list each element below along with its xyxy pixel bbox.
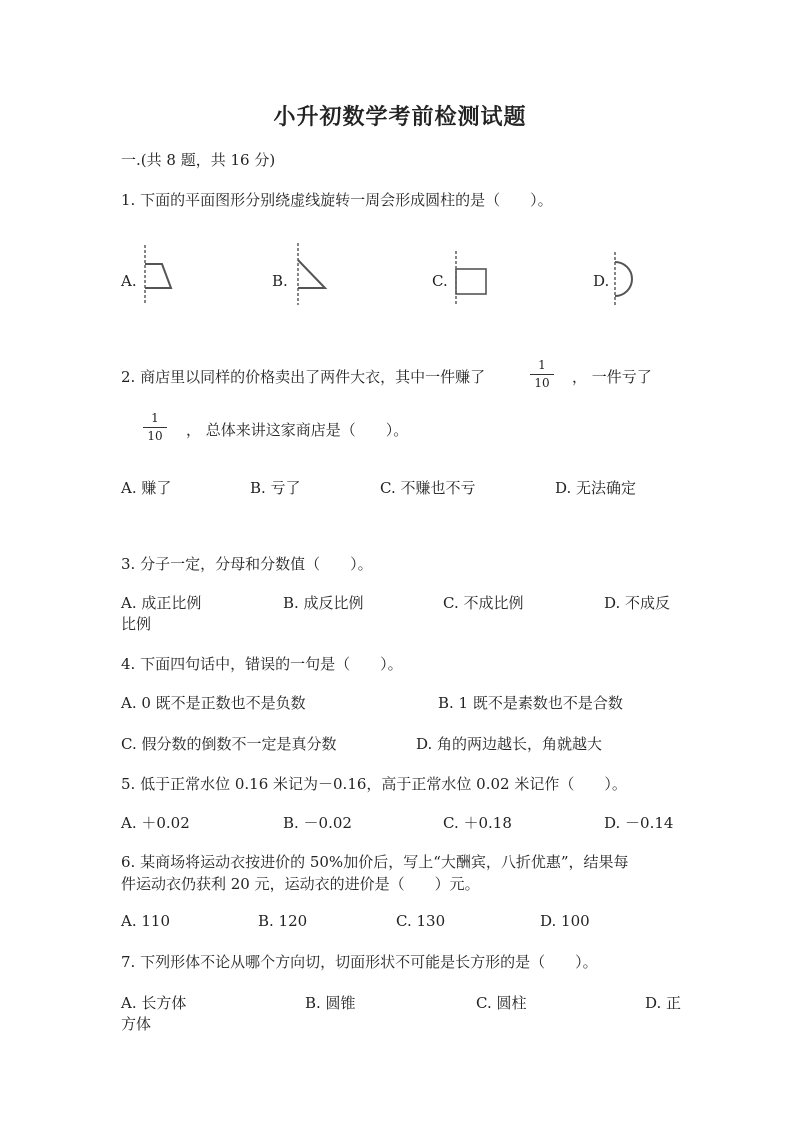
q7-option-c[interactable]: C. 圆柱 [476, 994, 527, 1012]
section-heading: 一.(共 8 题，共 16 分) [121, 151, 276, 169]
fraction-bar [143, 427, 167, 428]
page-title: 小升初数学考前检测试题 [273, 104, 527, 130]
q1-option-a-label: A. [121, 272, 137, 290]
question-3-stem: 3. 分子一定，分母和分数值（ ）。 [121, 555, 373, 573]
q6-option-c[interactable]: C. 130 [396, 912, 446, 930]
question-2-stem-part1: 2. 商店里以同样的价格卖出了两件大衣，其中一件赚了 [121, 368, 486, 386]
fraction-one-tenth-a [530, 359, 554, 390]
q2-option-c[interactable]: C. 不赚也不亏 [380, 479, 476, 497]
q3-option-d-wrap: 比例 [121, 615, 152, 633]
q3-option-a[interactable]: A. 成正比例 [121, 594, 202, 612]
question-7-stem: 7. 下列形体不论从哪个方向切，切面形状不可能是长方形的是（ ）。 [121, 953, 598, 971]
q7-option-a[interactable]: A. 长方体 [121, 994, 187, 1012]
q4-option-c[interactable]: C. 假分数的倒数不一定是真分数 [121, 735, 337, 753]
question-2-stem-part2: ， 一件亏了 [572, 368, 652, 386]
trapezoid-figure [140, 245, 180, 307]
question-2-stem-part3: ， 总体来讲这家商店是（ ）。 [186, 421, 409, 439]
question-5-stem: 5. 低于正常水位 0.16 米记为－0.16，高于正常水位 0.02 米记作（ ）。 [121, 775, 627, 793]
q6-option-b[interactable]: B. 120 [258, 912, 308, 930]
q5-option-a[interactable]: A. ＋0.02 [121, 814, 190, 832]
question-6-stem: 6. 某商场将运动衣按进价的 50%加价后，写上“大酬宾，八折优惠”，结果每 [121, 853, 629, 871]
q1-option-c-label: C. [432, 272, 448, 290]
q5-option-b[interactable]: B. －0.02 [283, 814, 352, 832]
q7-option-d-wrap: 方体 [121, 1015, 152, 1033]
q2-option-a[interactable]: A. 赚了 [121, 479, 172, 497]
rectangle-figure [451, 251, 491, 307]
q7-option-d[interactable]: D. 正 [645, 994, 682, 1012]
q3-option-b[interactable]: B. 成反比例 [283, 594, 364, 612]
question-4-stem: 4. 下面四句话中，错误的一句是（ ）。 [121, 655, 403, 673]
fraction-denominator: 10 [534, 376, 550, 390]
q1-option-d-label: D. [593, 272, 610, 290]
fraction-numerator: 1 [538, 358, 546, 372]
q3-option-d[interactable]: D. 不成反 [604, 594, 671, 612]
q7-option-b[interactable]: B. 圆锥 [305, 994, 356, 1012]
q5-option-c[interactable]: C. ＋0.18 [443, 814, 512, 832]
q4-option-d[interactable]: D. 角的两边越长，角就越大 [416, 735, 603, 753]
fraction-bar [530, 374, 554, 375]
q6-option-d[interactable]: D. 100 [540, 912, 590, 930]
q4-option-b[interactable]: B. 1 既不是素数也不是合数 [438, 694, 623, 712]
fraction-numerator: 1 [151, 411, 159, 425]
semicircle-figure [606, 252, 646, 310]
q3-option-c[interactable]: C. 不成比例 [443, 594, 524, 612]
q1-option-b-label: B. [272, 272, 288, 290]
q2-option-d[interactable]: D. 无法确定 [555, 479, 637, 497]
right-triangle-figure [293, 243, 333, 307]
q4-option-a[interactable]: A. 0 既不是正数也不是负数 [121, 694, 306, 712]
question-6-stem-line2: 件运动衣仍获利 20 元，运动衣的进价是（ ）元。 [121, 875, 480, 893]
q5-option-d[interactable]: D. －0.14 [604, 814, 674, 832]
fraction-denominator: 10 [147, 429, 163, 443]
q2-option-b[interactable]: B. 亏了 [250, 479, 301, 497]
q6-option-a[interactable]: A. 110 [121, 912, 170, 930]
fraction-one-tenth-b [143, 412, 167, 443]
question-1-stem: 1. 下面的平面图形分别绕虚线旋转一周会形成圆柱的是（ ）。 [121, 191, 553, 209]
